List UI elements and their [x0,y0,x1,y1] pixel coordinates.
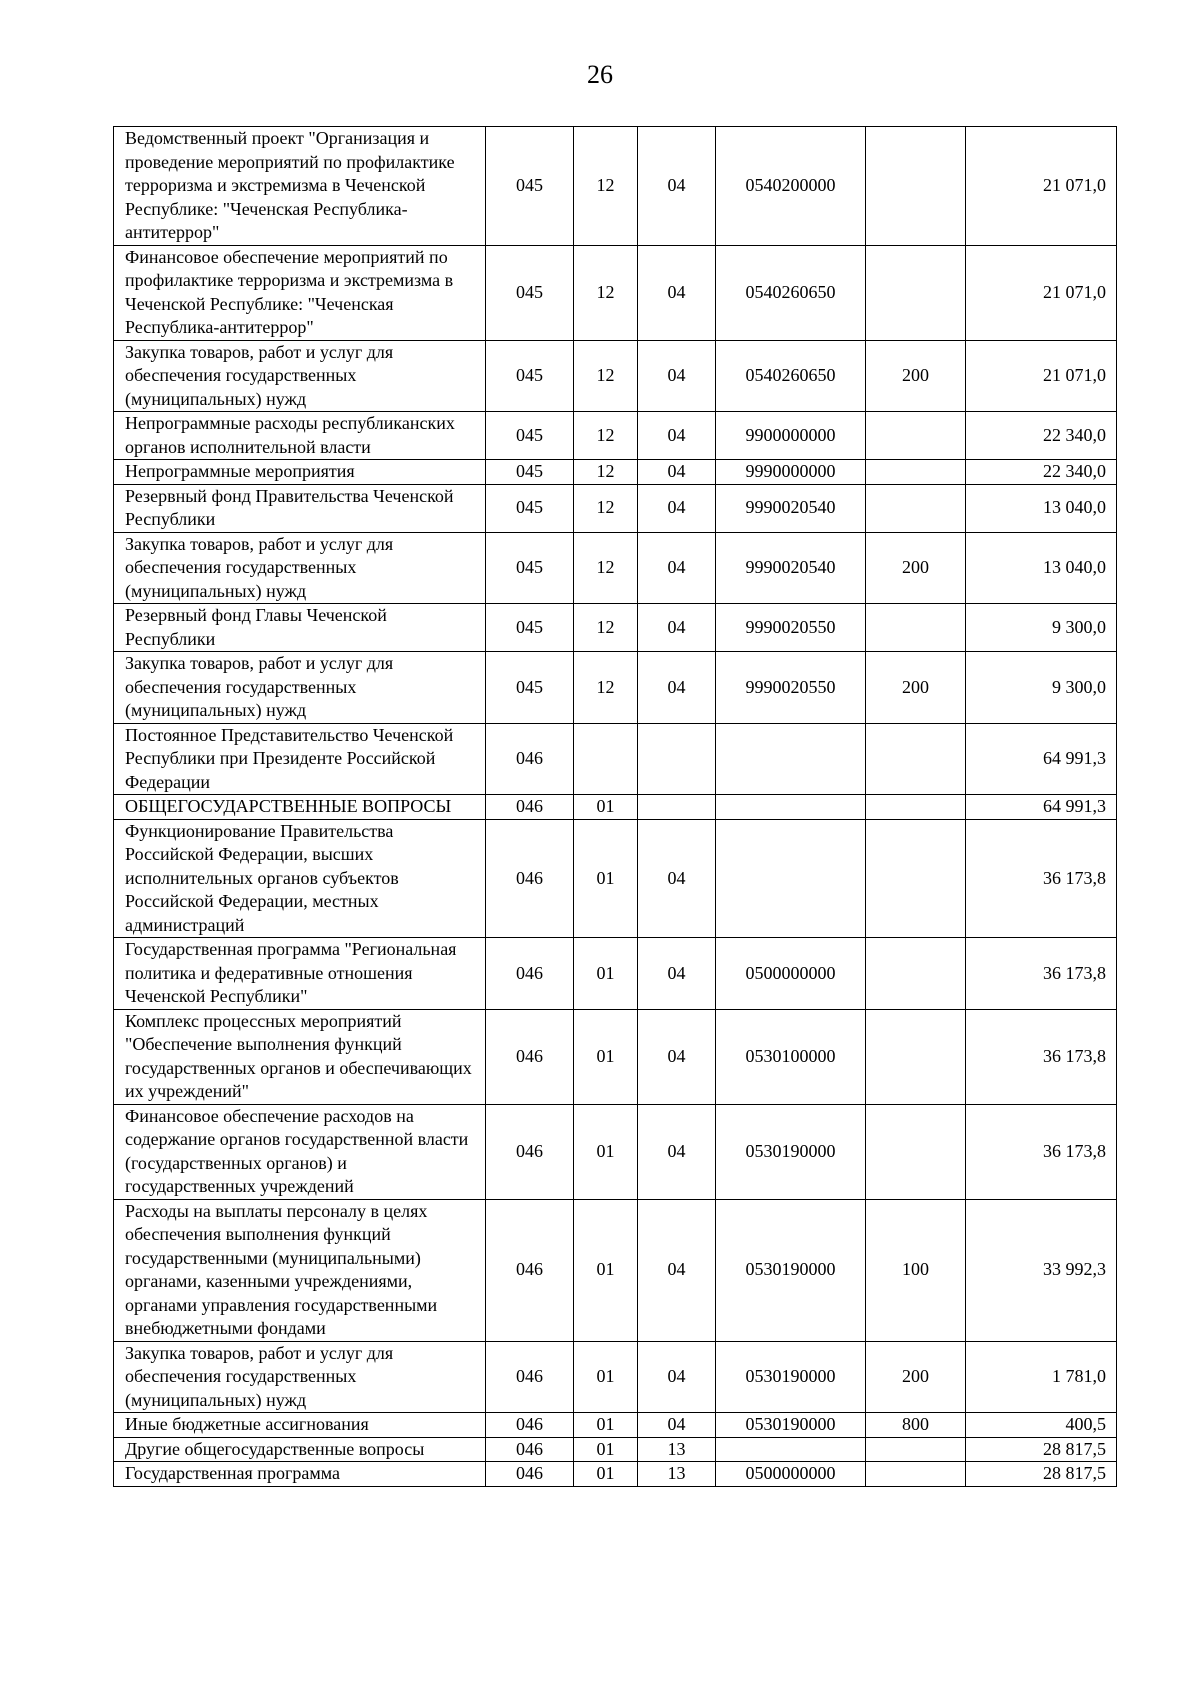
row-code: 045 [486,532,574,604]
row-target-article: 0540260650 [716,245,866,340]
row-subsection [638,723,716,795]
row-name: Иные бюджетные ассигнования [114,1413,486,1438]
row-subsection: 04 [638,652,716,724]
row-subsection: 04 [638,484,716,532]
row-section: 01 [574,1009,638,1104]
row-name: ОБЩЕГОСУДАРСТВЕННЫЕ ВОПРОСЫ [114,795,486,820]
row-name: Комплекс процессных мероприятий "Обеспечение выполнения функций государственных органов и обеспечивающих их учреждений" [114,1009,486,1104]
row-subsection: 04 [638,1199,716,1341]
row-name: Резервный фонд Главы Чеченской Республики [114,604,486,652]
row-expense-type: 200 [866,532,966,604]
row-section: 12 [574,652,638,724]
row-subsection: 04 [638,938,716,1010]
row-expense-type [866,1009,966,1104]
row-name: Закупка товаров, работ и услуг для обеспечения государственных (муниципальных) нужд [114,1341,486,1413]
table-row [114,412,1117,460]
row-expense-type: 200 [866,340,966,412]
row-code: 045 [486,245,574,340]
row-target-article: 0500000000 [716,1462,866,1487]
row-expense-type [866,819,966,938]
row-section: 12 [574,412,638,460]
table-row [114,938,1117,1010]
row-target-article [716,819,866,938]
row-subsection: 04 [638,1413,716,1438]
row-subsection: 04 [638,604,716,652]
row-section: 12 [574,127,638,246]
row-section: 01 [574,795,638,820]
row-subsection: 04 [638,1341,716,1413]
row-expense-type [866,412,966,460]
row-section: 01 [574,819,638,938]
row-expense-type [866,604,966,652]
row-amount: 64 991,3 [966,795,1117,820]
table-row [114,532,1117,604]
row-section: 01 [574,1413,638,1438]
row-target-article: 9990020550 [716,604,866,652]
row-amount: 400,5 [966,1413,1117,1438]
row-subsection: 13 [638,1437,716,1462]
table-row [114,1009,1117,1104]
row-amount: 28 817,5 [966,1462,1117,1487]
row-name: Непрограммные расходы республиканских органов исполнительной власти [114,412,486,460]
row-subsection: 13 [638,1462,716,1487]
row-code: 046 [486,1104,574,1199]
row-amount: 1 781,0 [966,1341,1117,1413]
table-row [114,1199,1117,1341]
row-section [574,723,638,795]
row-amount: 64 991,3 [966,723,1117,795]
table-row [114,819,1117,938]
row-expense-type [866,723,966,795]
row-code: 046 [486,1199,574,1341]
row-amount: 13 040,0 [966,484,1117,532]
table-row [114,1104,1117,1199]
row-target-article: 9900000000 [716,412,866,460]
table-row [114,1462,1117,1487]
table-row [114,604,1117,652]
row-code: 046 [486,1437,574,1462]
row-code: 046 [486,819,574,938]
row-expense-type [866,1437,966,1462]
row-subsection: 04 [638,460,716,485]
row-section: 12 [574,532,638,604]
row-subsection: 04 [638,819,716,938]
row-section: 01 [574,1104,638,1199]
row-subsection: 04 [638,245,716,340]
row-subsection: 04 [638,532,716,604]
table-row [114,723,1117,795]
row-expense-type: 200 [866,652,966,724]
row-code: 046 [486,1413,574,1438]
row-name: Закупка товаров, работ и услуг для обеспечения государственных (муниципальных) нужд [114,532,486,604]
row-target-article: 0530190000 [716,1199,866,1341]
row-amount: 22 340,0 [966,412,1117,460]
row-target-article: 0500000000 [716,938,866,1010]
row-expense-type: 100 [866,1199,966,1341]
row-target-article: 9990020540 [716,532,866,604]
row-code: 045 [486,127,574,246]
row-code: 046 [486,1341,574,1413]
row-target-article: 0540260650 [716,340,866,412]
row-name: Резервный фонд Правительства Чеченской Республики [114,484,486,532]
row-code: 045 [486,412,574,460]
row-amount: 33 992,3 [966,1199,1117,1341]
row-expense-type [866,1104,966,1199]
row-target-article: 0530190000 [716,1104,866,1199]
row-code: 045 [486,652,574,724]
row-target-article: 9990020550 [716,652,866,724]
row-name: Непрограммные мероприятия [114,460,486,485]
row-name: Финансовое обеспечение мероприятий по профилактике терроризма и экстремизма в Чеченской Республике: "Чеченская Республика-антитеррор" [114,245,486,340]
row-section: 01 [574,1462,638,1487]
row-section: 12 [574,340,638,412]
row-code: 045 [486,340,574,412]
table-row [114,340,1117,412]
row-subsection: 04 [638,1009,716,1104]
table-row [114,460,1117,485]
row-amount: 13 040,0 [966,532,1117,604]
row-amount: 22 340,0 [966,460,1117,485]
row-subsection [638,795,716,820]
table-row [114,652,1117,724]
page-number: 26 [587,60,613,89]
row-name: Функционирование Правительства Российской Федерации, высших исполнительных органов субъектов Российской Федерации, местных администраций [114,819,486,938]
row-target-article [716,1437,866,1462]
table-row [114,795,1117,820]
row-section: 01 [574,1437,638,1462]
row-name: Закупка товаров, работ и услуг для обеспечения государственных (муниципальных) нужд [114,340,486,412]
row-name: Государственная программа "Региональная политика и федеративные отношения Чеченской Республики" [114,938,486,1010]
row-section: 12 [574,460,638,485]
row-section: 12 [574,484,638,532]
row-name: Ведомственный проект "Организация и проведение мероприятий по профилактике терроризма и экстремизма в Чеченской Республике: "Чеченская Республика-антитеррор" [114,127,486,246]
row-name: Расходы на выплаты персоналу в целях обеспечения выполнения функций государственными (муниципальными) органами, казенными учреждениями, органами управления государственными внебюджетными фондами [114,1199,486,1341]
row-subsection: 04 [638,1104,716,1199]
row-code: 046 [486,1462,574,1487]
row-target-article [716,723,866,795]
row-name: Закупка товаров, работ и услуг для обеспечения государственных (муниципальных) нужд [114,652,486,724]
row-amount: 21 071,0 [966,340,1117,412]
row-amount: 9 300,0 [966,604,1117,652]
row-target-article: 0530190000 [716,1341,866,1413]
row-name: Государственная программа [114,1462,486,1487]
budget-table-body [114,127,1117,1487]
row-amount: 36 173,8 [966,1009,1117,1104]
row-section: 01 [574,938,638,1010]
row-expense-type [866,460,966,485]
row-name: Другие общегосударственные вопросы [114,1437,486,1462]
row-expense-type [866,1462,966,1487]
row-section: 01 [574,1341,638,1413]
row-amount: 28 817,5 [966,1437,1117,1462]
table-row [114,1437,1117,1462]
row-target-article: 9990000000 [716,460,866,485]
table-row [114,127,1117,246]
row-amount: 21 071,0 [966,245,1117,340]
row-expense-type [866,127,966,246]
row-name: Финансовое обеспечение расходов на содержание органов государственной власти (государственных органов) и государственных учреждений [114,1104,486,1199]
row-amount: 36 173,8 [966,938,1117,1010]
row-code: 046 [486,938,574,1010]
row-code: 045 [486,484,574,532]
table-row [114,245,1117,340]
table-row [114,1413,1117,1438]
row-target-article: 0530100000 [716,1009,866,1104]
row-subsection: 04 [638,127,716,246]
row-amount: 9 300,0 [966,652,1117,724]
row-code: 045 [486,604,574,652]
row-expense-type [866,484,966,532]
row-code: 046 [486,795,574,820]
row-amount: 21 071,0 [966,127,1117,246]
row-code: 046 [486,1009,574,1104]
row-name: Постоянное Представительство Чеченской Республики при Президенте Российской Федерации [114,723,486,795]
row-section: 12 [574,245,638,340]
row-section: 01 [574,1199,638,1341]
row-target-article: 0530190000 [716,1413,866,1438]
row-code: 045 [486,460,574,485]
table-row [114,484,1117,532]
table-row [114,1341,1117,1413]
row-expense-type [866,245,966,340]
row-subsection: 04 [638,412,716,460]
row-code: 046 [486,723,574,795]
row-expense-type [866,938,966,1010]
row-section: 12 [574,604,638,652]
row-target-article: 9990020540 [716,484,866,532]
row-subsection: 04 [638,340,716,412]
row-amount: 36 173,8 [966,819,1117,938]
row-expense-type: 800 [866,1413,966,1438]
row-expense-type: 200 [866,1341,966,1413]
budget-table [113,126,1117,1487]
row-expense-type [866,795,966,820]
row-target-article [716,795,866,820]
row-target-article: 0540200000 [716,127,866,246]
row-amount: 36 173,8 [966,1104,1117,1199]
